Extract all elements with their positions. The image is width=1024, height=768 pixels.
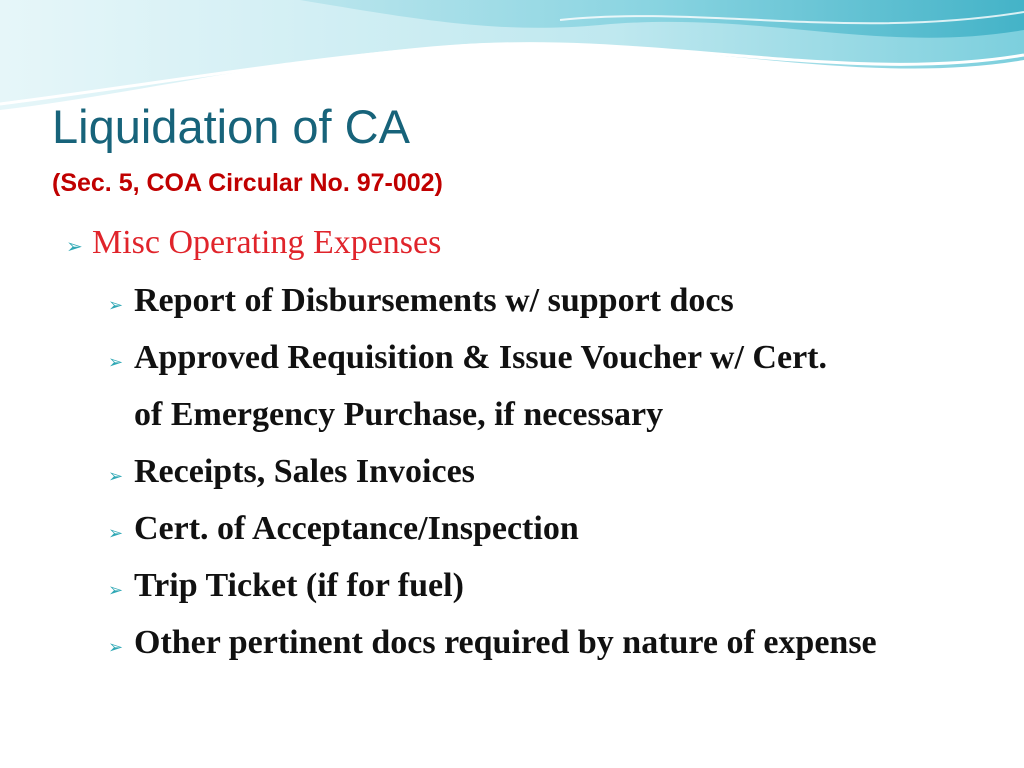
list-item xyxy=(108,338,988,378)
list-item-text: Receipts, Sales Invoices xyxy=(134,453,475,490)
arrow-bullet-icon: ➢ xyxy=(108,637,124,658)
list-item-text: Other pertinent docs required by nature of expense xyxy=(134,624,877,661)
level1-text: Misc Operating Expenses xyxy=(92,224,442,261)
list-item xyxy=(108,623,988,663)
arrow-bullet-icon: ➢ xyxy=(108,523,124,544)
arrow-bullet-icon: ➢ xyxy=(108,466,124,487)
arrow-bullet-icon: ➢ xyxy=(108,295,124,316)
list-item xyxy=(108,452,988,492)
list-item xyxy=(108,281,988,321)
list-item xyxy=(108,509,988,549)
list-item-text: Trip Ticket (if for fuel) xyxy=(134,567,464,604)
list-item-text: of Emergency Purchase, if necessary xyxy=(134,396,664,433)
bullet-list xyxy=(108,281,988,680)
arrow-bullet-icon: ➢ xyxy=(66,234,83,258)
list-item xyxy=(108,566,988,606)
level1-bullet xyxy=(66,224,441,262)
list-item-text: Cert. of Acceptance/Inspection xyxy=(134,510,579,547)
list-item-text: Approved Requisition & Issue Voucher w/ Cert. xyxy=(134,339,827,376)
slide-title: Liquidation of CA xyxy=(52,100,410,153)
arrow-bullet-icon: ➢ xyxy=(108,352,124,373)
arrow-bullet-icon: ➢ xyxy=(108,580,124,601)
list-item-continuation xyxy=(134,395,988,435)
slide-subtitle: (Sec. 5, COA Circular No. 97-002) xyxy=(52,169,443,197)
list-item-text: Report of Disbursements w/ support docs xyxy=(134,282,734,319)
